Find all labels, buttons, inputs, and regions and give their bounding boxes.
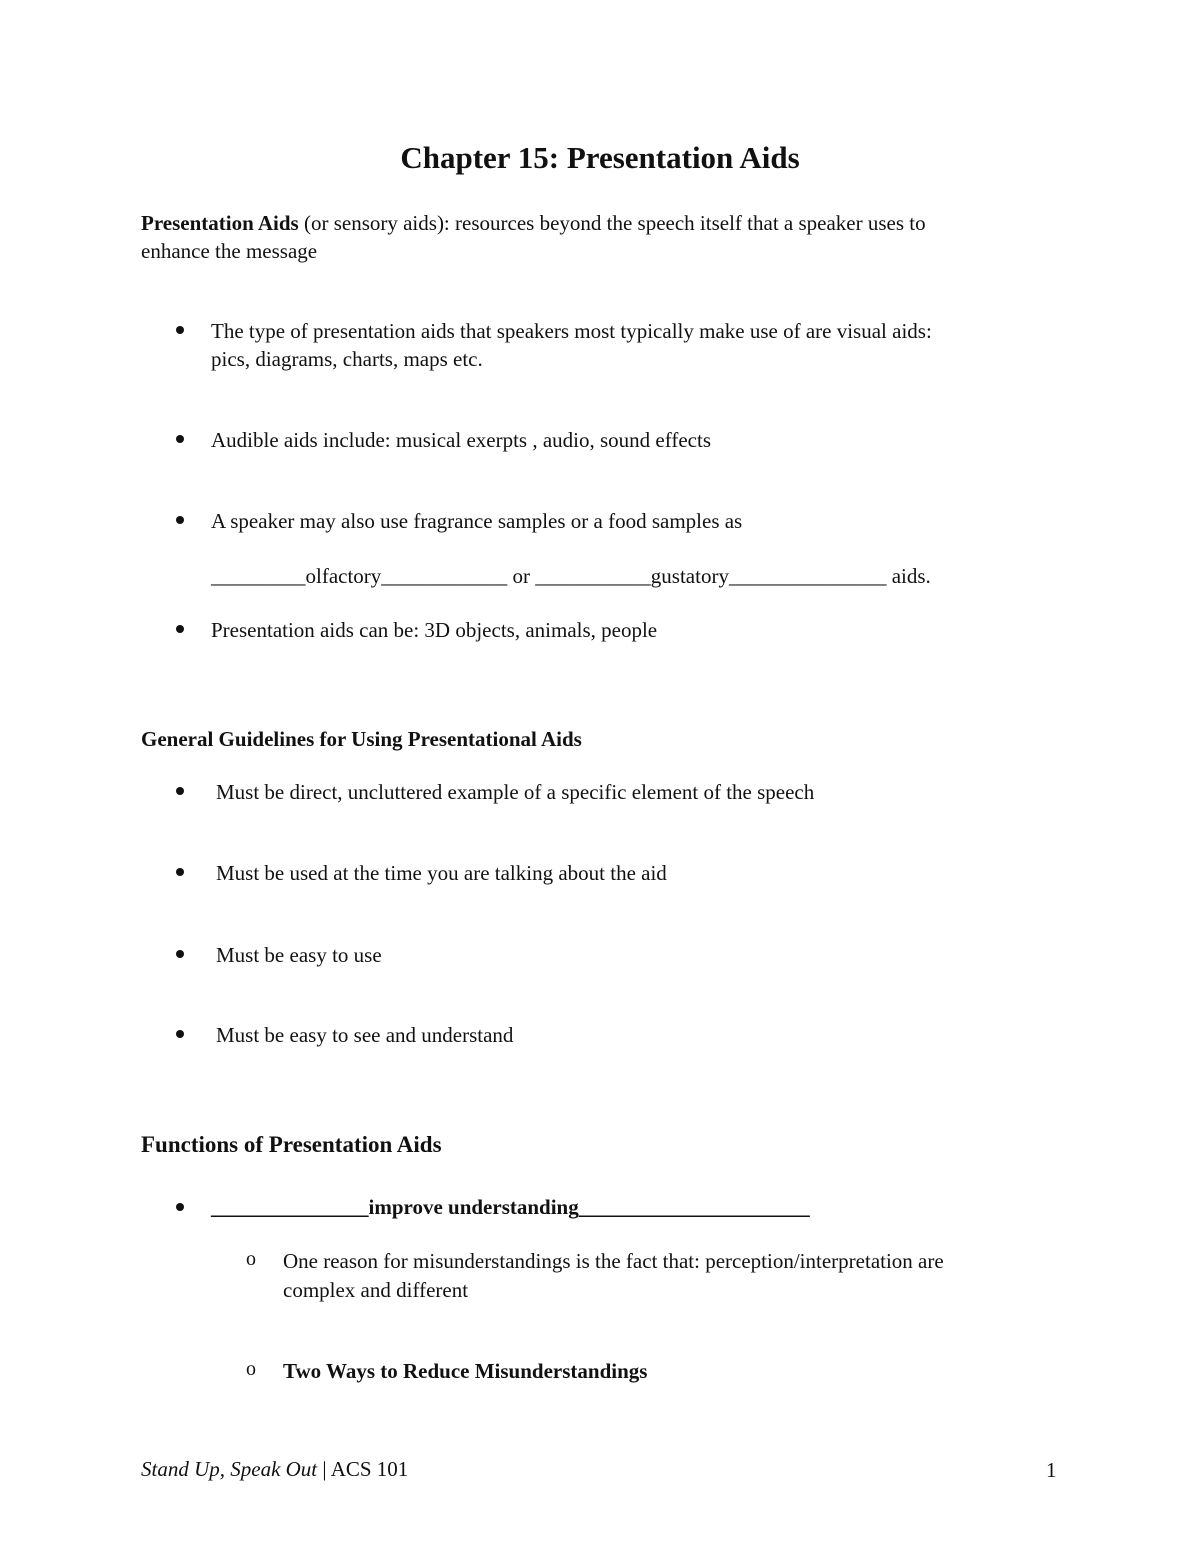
aids-item3-line2: _________olfactory____________ or ___________gustatory_______________ aids. xyxy=(211,564,931,588)
bullet-icon xyxy=(176,868,184,876)
sub-bullet-icon: o xyxy=(246,1358,256,1380)
bullet-icon xyxy=(176,625,184,633)
bullet-icon xyxy=(176,435,184,443)
aids-item3-line1: A speaker may also use fragrance samples or a food samples as xyxy=(211,509,743,533)
sub-bullet-icon: o xyxy=(246,1248,256,1270)
bullet-icon xyxy=(176,950,184,958)
aids-item1-line2: pics, diagrams, charts, maps etc. xyxy=(211,347,483,371)
definition-term: Presentation Aids xyxy=(141,211,299,235)
aids-item2: Audible aids include: musical exerpts , audio, sound effects xyxy=(211,428,711,452)
guideline-item: Must be easy to use xyxy=(216,943,382,967)
definition-line1 xyxy=(141,209,926,237)
aids-item1-line1: The type of presentation aids that speakers most typically make use of are visual aids: xyxy=(211,319,932,343)
footer-book-title: Stand Up, Speak Out xyxy=(141,1457,318,1481)
definition-line2: enhance the message xyxy=(141,239,318,263)
bullet-icon xyxy=(176,1203,184,1211)
functions-sub1-line2: complex and different xyxy=(283,1278,469,1302)
functions-sub2: Two Ways to Reduce Misunderstandings xyxy=(283,1359,648,1383)
footer-course: | ACS 101 xyxy=(317,1457,409,1481)
guideline-item: Must be direct, uncluttered example of a specific element of the speech xyxy=(216,780,815,804)
bullet-icon xyxy=(176,1030,184,1038)
guidelines-heading: General Guidelines for Using Presentational Aids xyxy=(141,727,582,751)
definition-text: (or sensory aids): resources beyond the speech itself that a speaker uses to xyxy=(298,211,926,235)
bullet-icon xyxy=(176,787,184,795)
footer-left xyxy=(141,1457,408,1482)
page-number: 1 xyxy=(1046,1458,1057,1482)
aids-item4: Presentation aids can be: 3D objects, animals, people xyxy=(211,618,658,642)
functions-sub1-line1: One reason for misunderstandings is the fact that: perception/interpretation are xyxy=(283,1249,944,1273)
guideline-item: Must be easy to see and understand xyxy=(216,1023,514,1047)
page-title: Chapter 15: Presentation Aids xyxy=(400,140,800,175)
bullet-icon xyxy=(176,326,184,334)
bullet-icon xyxy=(176,516,184,524)
guideline-item: Must be used at the time you are talking about the aid xyxy=(216,861,667,885)
functions-heading: Functions of Presentation Aids xyxy=(141,1132,442,1157)
functions-item1: _______________improve understanding______________________ xyxy=(211,1195,810,1219)
